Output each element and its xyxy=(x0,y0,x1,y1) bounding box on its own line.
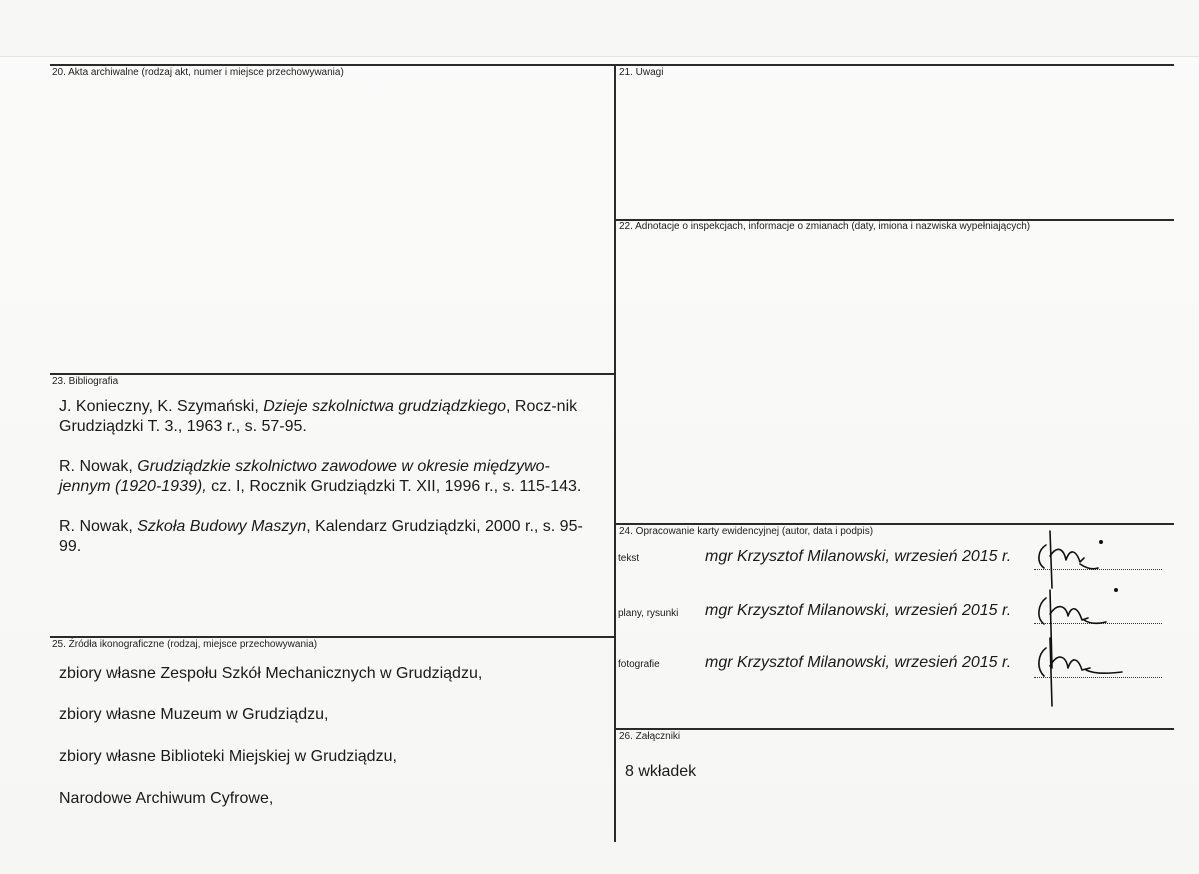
source-item: zbiory własne Muzeum w Grudziądzu, xyxy=(59,706,329,723)
bibliography xyxy=(59,397,599,557)
ref-details: , Rocz-nik Grudziądzki T. 3., 1963 r., s. 57-95. xyxy=(59,398,578,435)
ref-author: R. Nowak, xyxy=(59,458,138,475)
section-23-label: 23. Bibliografia xyxy=(52,376,119,387)
section-22-label: 22. Adnotacje o inspekcjach, informacje o zmianach (daty, imiona i nazwiska wypełniających) xyxy=(619,221,1031,232)
ref-author: R. Nowak, xyxy=(59,518,138,535)
bibliography-entry xyxy=(59,457,599,497)
bibliography-entry xyxy=(59,397,599,437)
ref-title: Dzieje szkolnictwa grudziądzkiego xyxy=(263,398,506,415)
section-24-label: 24. Opracowanie karty ewidencyjnej (autor, data i podpis) xyxy=(619,526,874,537)
rule-23 xyxy=(50,373,616,375)
section-20-label: 20. Akta archiwalne (rodzaj akt, numer i miejsce przechowywania) xyxy=(52,67,344,78)
bibliography-entry xyxy=(59,517,599,557)
source-item: zbiory własne Zespołu Szkół Mechanicznych w Grudziądzu, xyxy=(59,665,483,682)
attachments-value: 8 wkładek xyxy=(625,763,697,780)
row-author-text: mgr Krzysztof Milanowski, wrzesień 2015 r. xyxy=(705,548,1012,565)
ref-title: Szkoła Budowy Maszyn xyxy=(137,518,307,535)
ref-details: cz. I, Rocznik Grudziądzki T. XII, 1996 r., s. 115-143. xyxy=(206,478,582,495)
section-25-label: 25. Źródła ikonograficzne (rodzaj, miejsce przechowywania) xyxy=(52,639,318,650)
rule-26 xyxy=(616,728,1174,730)
ref-details: , Kalendarz Grudziądzki, 2000 r., s. 95-99. xyxy=(59,518,583,555)
row-author-photos: mgr Krzysztof Milanowski, wrzesień 2015 r. xyxy=(705,654,1012,671)
section-26-label: 26. Załączniki xyxy=(619,731,681,742)
row-author-plans: mgr Krzysztof Milanowski, wrzesień 2015 r. xyxy=(705,602,1012,619)
top-margin xyxy=(0,0,1199,57)
row-label-plans: plany, rysunki xyxy=(618,608,679,619)
rule-25 xyxy=(50,636,616,638)
signature-image xyxy=(1030,528,1142,708)
source-item: zbiory własne Biblioteki Miejskiej w Grudziądzu, xyxy=(59,748,397,765)
row-label-photos: fotografie xyxy=(618,659,660,670)
top-rule xyxy=(50,64,1174,66)
row-label-text: tekst xyxy=(618,553,640,564)
rule-24 xyxy=(616,523,1174,525)
section-21-label: 21. Uwagi xyxy=(619,67,664,78)
ref-author: J. Konieczny, K. Szymański, xyxy=(59,398,264,415)
source-item: Narodowe Archiwum Cyfrowe, xyxy=(59,790,274,807)
center-divider xyxy=(614,64,616,842)
ref-title: Grudziądzkie szkolnictwo zawodowe w okresie międzywo-jennym (1920-1939), xyxy=(59,458,550,495)
